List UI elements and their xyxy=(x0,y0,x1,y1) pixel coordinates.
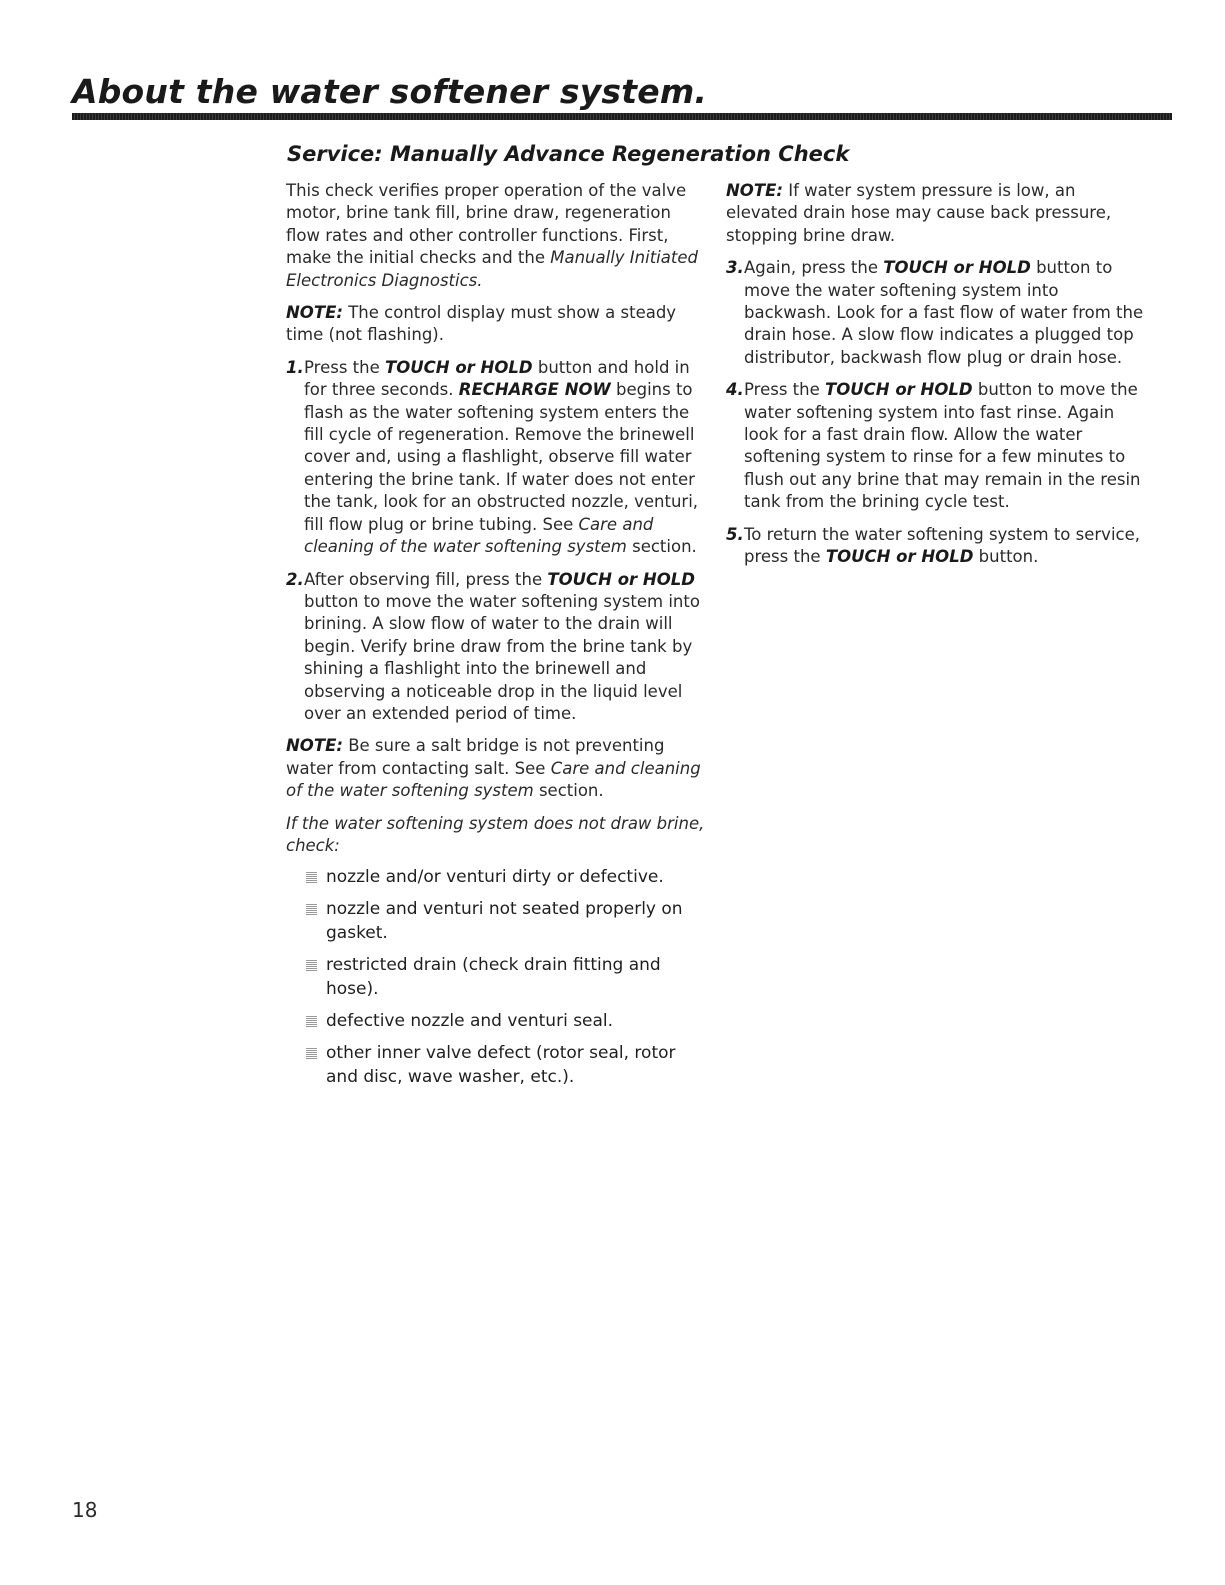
note-text: If water system pressure is low, an elevated drain hose may cause back pressure, stopping brine draw. xyxy=(726,181,1112,245)
list-item xyxy=(286,1041,706,1089)
note-display xyxy=(286,302,706,347)
right-column xyxy=(726,180,1146,579)
note-text: section. xyxy=(533,781,604,801)
list-item-text: nozzle and venturi not seated properly on gasket. xyxy=(326,899,683,944)
page-title: About the water softener system. xyxy=(72,72,708,111)
step-2 xyxy=(286,569,706,726)
step-text: Press the xyxy=(304,357,385,377)
care-reference: Care and cleaning of the water softening system xyxy=(304,514,654,557)
diagnostics-reference: Manually Initiated Electronics Diagnostics. xyxy=(286,248,698,290)
bullet-icon xyxy=(306,1016,317,1027)
left-column xyxy=(286,180,706,1097)
note-text: The control display must show a steady time (not flashing). xyxy=(286,303,677,345)
bullet-icon xyxy=(306,1048,317,1059)
step-text: button and hold in for three seconds. xyxy=(304,357,690,400)
step-number: 4. xyxy=(726,380,744,400)
step-5 xyxy=(726,524,1146,569)
note-label: NOTE: xyxy=(726,181,783,200)
bullet-icon xyxy=(306,904,317,915)
section-heading: Service: Manually Advance Regeneration Check xyxy=(287,142,850,166)
step-text: begins to flash as the water softening system enters the fill cycle of regeneration. Remove the brinewell cover and, using a flashlight, observe fill water entering the brine tank. If water does not enter the tank, look for an obstructed nozzle, venturi, fill flow plug or brine tubing. See xyxy=(304,380,699,534)
step-text: Press the xyxy=(744,380,825,400)
bullet-icon xyxy=(306,960,317,971)
checklist-intro: If the water softening system does not draw brine, check: xyxy=(286,813,705,855)
step-number: 2. xyxy=(286,569,304,589)
page-number: 18 xyxy=(72,1498,98,1522)
step-text: button to move the water softening system into backwash. Look for a fast flow of water from the drain hose. A slow flow indicates a plugged top distributor, backwash flow plug or drain hose. xyxy=(744,258,1144,367)
touch-or-hold-label: TOUCH or HOLD xyxy=(825,380,973,400)
note-label: NOTE: xyxy=(286,736,343,756)
touch-or-hold-label: TOUCH or HOLD xyxy=(883,258,1031,278)
step-text: After observing fill, press the xyxy=(304,569,548,589)
bullet-icon xyxy=(306,872,317,883)
list-item-text: nozzle and/or venturi dirty or defective. xyxy=(326,867,664,888)
step-text: button to move the water softening system into brining. A slow flow of water to the drain will begin. Verify brine draw from the brine tank by shining a flashlight into the brinewell and observing a noticeable drop in the liquid level over an extended period of time. xyxy=(304,591,700,723)
note-text: Be sure a salt bridge is not preventing water from contacting salt. See xyxy=(286,736,665,778)
step-text: To return the water softening system to service, press the xyxy=(744,524,1140,567)
note-pressure xyxy=(726,180,1146,247)
step-text: section. xyxy=(626,537,697,557)
list-item xyxy=(286,953,706,1001)
touch-or-hold-label: TOUCH or HOLD xyxy=(825,547,974,567)
recharge-now-label: RECHARGE NOW xyxy=(458,380,611,400)
intro-paragraph xyxy=(286,180,706,292)
step-text: Again, press the xyxy=(744,258,884,278)
list-item xyxy=(286,865,706,889)
list-item xyxy=(286,897,706,945)
step-number: 5. xyxy=(726,524,744,544)
step-text: button. xyxy=(973,547,1039,567)
step-3 xyxy=(726,257,1146,369)
list-item-text: restricted drain (check drain fitting and hose). xyxy=(326,955,661,1000)
step-number: 3. xyxy=(726,258,744,278)
care-reference: Care and cleaning of the water softening system xyxy=(286,758,701,801)
list-item-text: other inner valve defect (rotor seal, rotor and disc, wave washer, etc.). xyxy=(326,1043,676,1088)
step-1 xyxy=(286,357,706,559)
brine-checklist xyxy=(286,865,706,1089)
list-item-text: defective nozzle and venturi seal. xyxy=(326,1011,614,1032)
title-rule xyxy=(72,113,1172,120)
note-salt-bridge xyxy=(286,735,706,802)
touch-or-hold-label: TOUCH or HOLD xyxy=(547,569,695,589)
touch-or-hold-label: TOUCH or HOLD xyxy=(385,357,533,377)
note-label: NOTE: xyxy=(286,303,343,323)
list-item xyxy=(286,1009,706,1033)
step-text: button to move the water softening system into fast rinse. Again look for a fast drain flow. Allow the water softening system to rinse for a few minutes to flush out any brine that may remain in the resin tank from the brining cycle test. xyxy=(744,380,1141,512)
intro-text: This check verifies proper operation of the valve motor, brine tank fill, brine draw, regeneration flow rates and other controller functions. First, make the initial checks and the xyxy=(286,181,687,268)
step-4 xyxy=(726,379,1146,513)
step-number: 1. xyxy=(286,357,304,377)
